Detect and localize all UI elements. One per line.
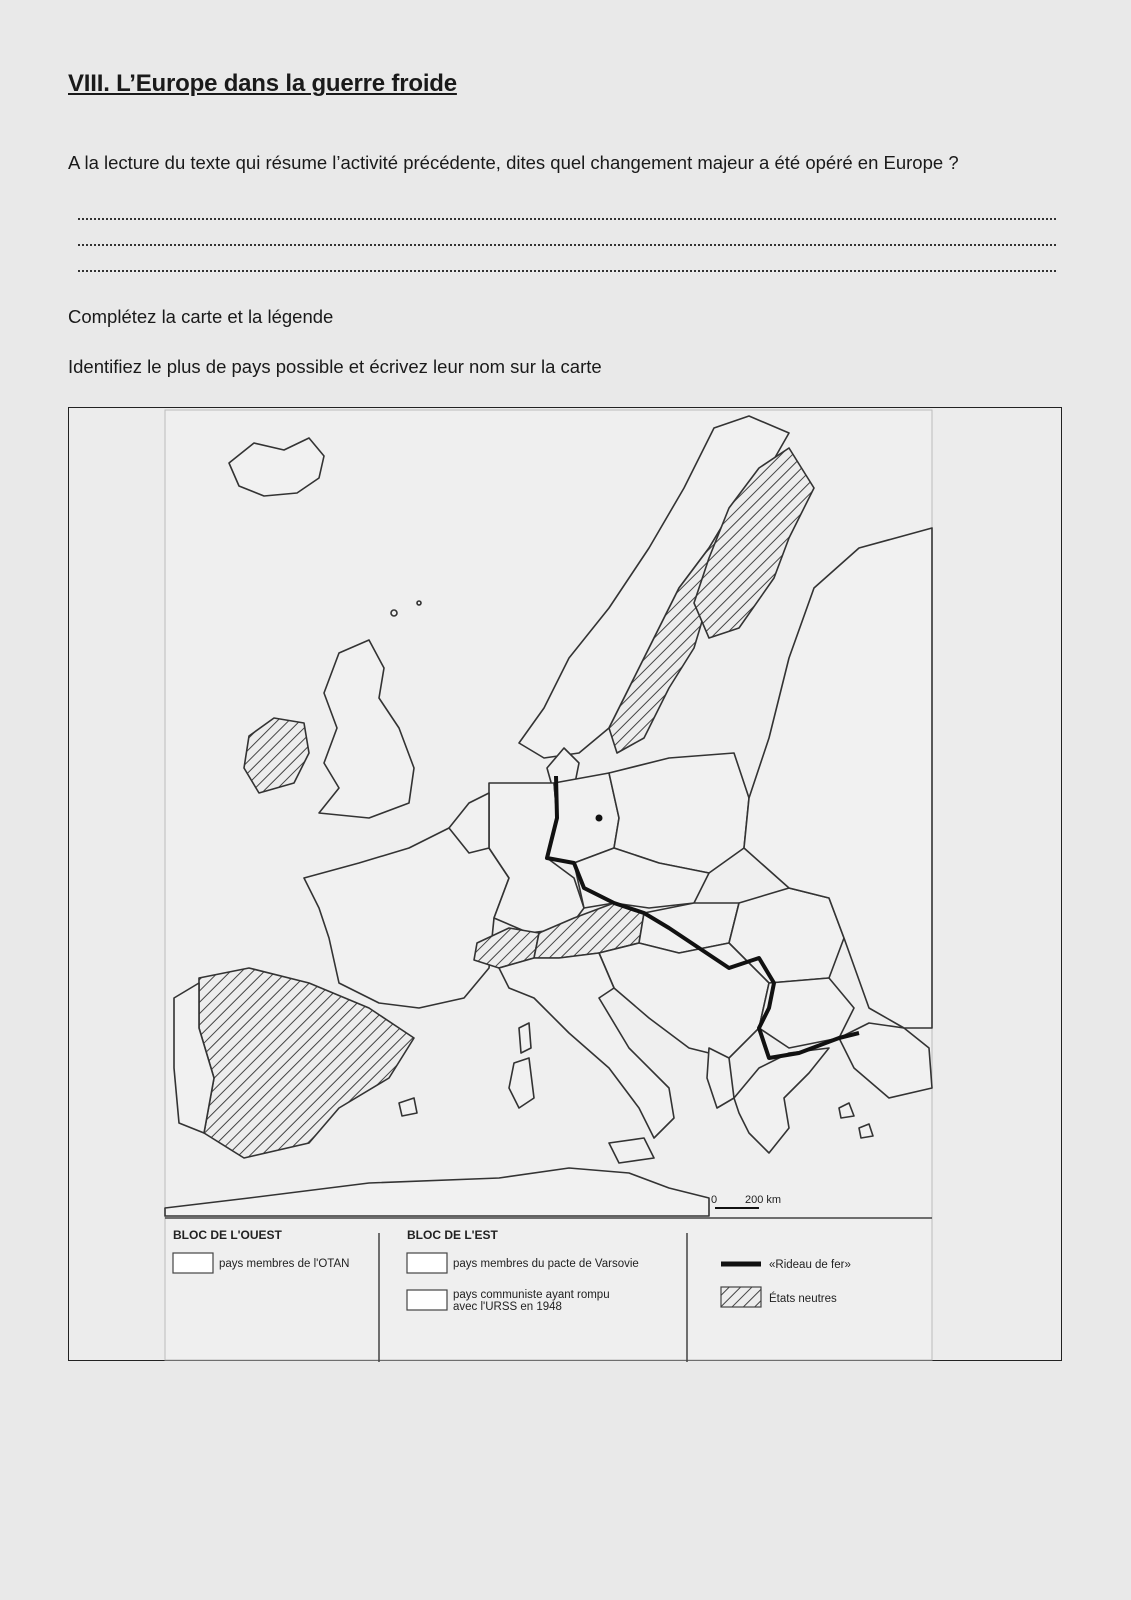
legend-box-yugoslavia[interactable] <box>407 1290 447 1310</box>
legend-broke-urss-2: avec l'URSS en 1948 <box>453 1301 562 1313</box>
answer-line[interactable] <box>78 218 1056 220</box>
instruction-complete-map: Complétez la carte et la légende <box>68 306 334 327</box>
legend-box-nato[interactable] <box>173 1253 213 1273</box>
corsica[interactable] <box>519 1023 531 1053</box>
legend-box-warsaw[interactable] <box>407 1253 447 1273</box>
legend-west-heading: BLOC DE L'OUEST <box>173 1228 282 1242</box>
legend-east-heading: BLOC DE L'EST <box>407 1228 498 1242</box>
scale-label: 200 km <box>745 1194 782 1206</box>
berlin-marker <box>596 815 603 822</box>
map-frame <box>68 407 1062 1361</box>
legend-iron-curtain: «Rideau de fer» <box>769 1259 851 1271</box>
page-title: VIII. L’Europe dans la guerre froide <box>68 70 457 97</box>
legend-box-neutral <box>721 1287 761 1307</box>
legend-broke-urss-1: pays communiste ayant rompu <box>453 1289 610 1301</box>
answer-line[interactable] <box>78 270 1056 272</box>
question-text: A la lecture du texte qui résume l’activité précédente, dites quel changement majeur a été opéré en Europe ? <box>68 152 959 173</box>
legend-nato: pays membres de l'OTAN <box>219 1258 350 1270</box>
answer-line[interactable] <box>78 244 1056 246</box>
scale-zero: 0 <box>711 1194 718 1206</box>
legend-warsaw: pays membres du pacte de Varsovie <box>453 1258 639 1270</box>
legend-neutral: États neutres <box>769 1293 837 1305</box>
europe-map <box>69 408 1063 1362</box>
instruction-identify-countries: Identifiez le plus de pays possible et écrivez leur nom sur la carte <box>68 356 602 377</box>
